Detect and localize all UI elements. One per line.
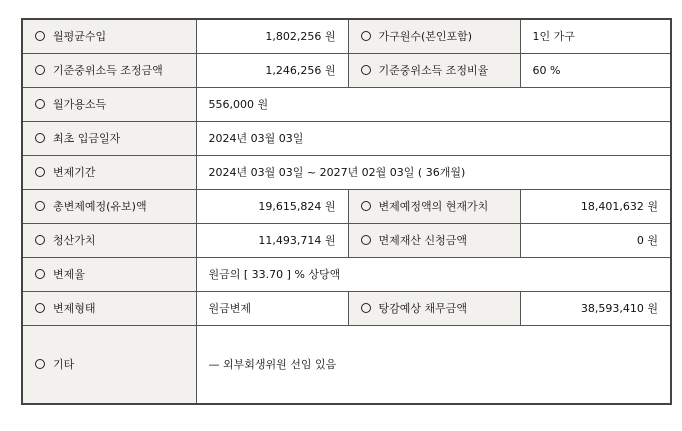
row-label [348,19,520,53]
present-value-value: 18,401,632 원 [520,189,671,223]
circle-bullet-icon [361,31,371,41]
circle-bullet-icon [35,31,45,41]
row-label [22,87,196,121]
exempt-property-value: 0 원 [520,223,671,257]
repayment-period-value: 2024년 03월 03일 ~ 2027년 02월 03일 ( 36개월) [196,155,671,189]
label-text: 가구원수(본인포함) [378,30,473,44]
circle-bullet-icon [35,167,45,177]
circle-bullet-icon [35,133,45,143]
row-label [348,53,520,87]
household-size-value: 1인 가구 [520,19,671,53]
row-label [348,189,520,223]
circle-bullet-icon [361,303,371,313]
label-text: 기타 [53,358,75,372]
table-row [22,189,671,223]
repayment-summary-table [21,18,672,405]
disposable-income-value: 556,000 원 [196,87,671,121]
label-text: 청산가치 [53,234,96,247]
row-label [348,223,520,257]
repayment-type-value: 원금변제 [196,291,348,325]
label-text: 변제형태 [53,302,96,315]
expected-debt-relief-value: 38,593,410 원 [520,291,671,325]
row-label [22,53,196,87]
table-row [22,87,671,121]
circle-bullet-icon [361,235,371,245]
table-row [22,121,671,155]
row-label [22,189,196,223]
row-label [22,223,196,257]
circle-bullet-icon [35,269,45,279]
label-text: 변제기간 [53,166,96,179]
label-text: 탕감예상 채무금액 [378,302,468,315]
monthly-income-value: 1,802,256 원 [196,19,348,53]
median-income-adjusted-value: 1,246,256 원 [196,53,348,87]
table-row [22,257,671,291]
table-row [22,19,671,53]
circle-bullet-icon [35,235,45,245]
label-text: 기준중위소득 조정비율 [378,64,489,77]
label-text: 변제예정액의 현재가치 [378,200,489,213]
total-repayment-value: 19,615,824 원 [196,189,348,223]
table-row [22,291,671,325]
label-text: 변제율 [53,268,85,281]
row-label [22,257,196,291]
label-text: 최초 입금일자 [53,132,121,145]
table-row [22,325,671,404]
other-notes-value: — 외부회생위원 선임 있음 [196,325,671,404]
circle-bullet-icon [35,99,45,109]
row-label [22,291,196,325]
circle-bullet-icon [361,201,371,211]
liquidation-value: 11,493,714 원 [196,223,348,257]
label-text: 기준중위소득 조정금액 [53,64,163,77]
circle-bullet-icon [35,201,45,211]
row-label [22,325,196,404]
table-row [22,155,671,189]
label-text: 월가용소득 [53,98,107,111]
row-label [348,291,520,325]
table-row [22,223,671,257]
first-deposit-date-value: 2024년 03월 03일 [196,121,671,155]
circle-bullet-icon [35,359,45,369]
repayment-rate-value: 원금의 [ 33.70 ] % 상당액 [196,257,671,291]
median-income-ratio-value: 60 % [520,53,671,87]
table-row [22,53,671,87]
label-text: 총변제예정(유보)액 [53,200,147,213]
circle-bullet-icon [35,303,45,313]
circle-bullet-icon [361,65,371,75]
row-label [22,121,196,155]
row-label [22,155,196,189]
row-label [22,19,196,53]
label-text: 월평균수입 [53,30,107,44]
circle-bullet-icon [35,65,45,75]
label-text: 면제재산 신청금액 [378,234,468,247]
